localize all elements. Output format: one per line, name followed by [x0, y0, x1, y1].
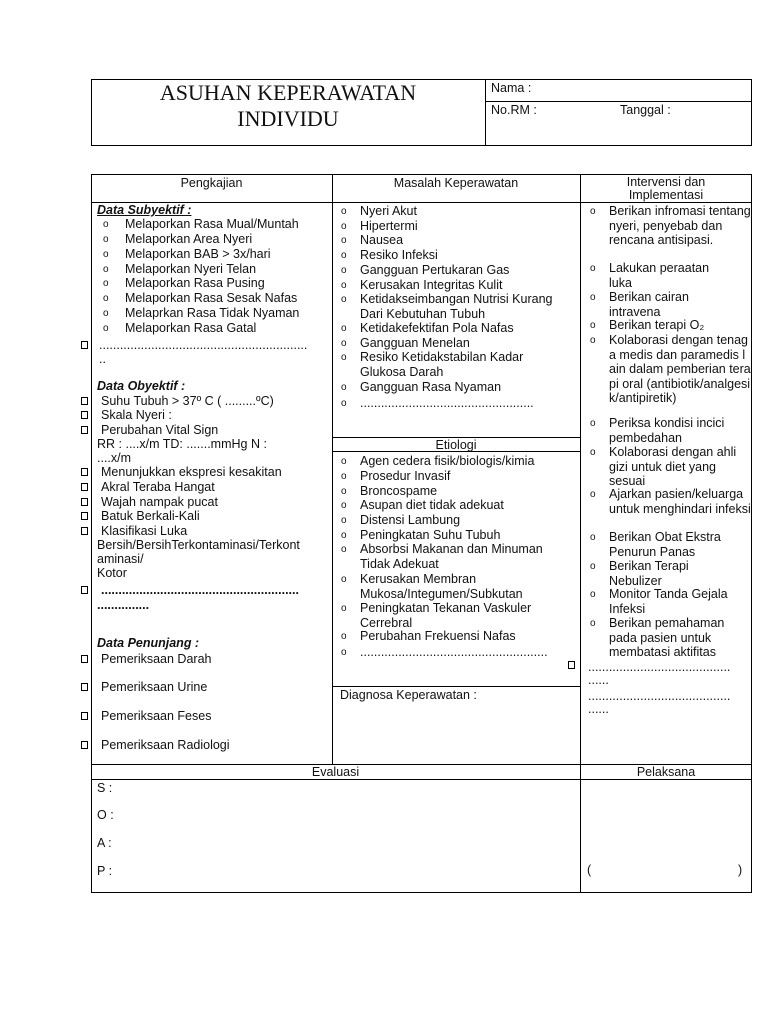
bullet-icon: o	[341, 265, 347, 276]
checkbox-icon[interactable]	[81, 512, 88, 520]
intervensi-item: Berikan pemahaman pada pasien untuk membatasi aktifitas	[609, 616, 725, 660]
intervensi-item: Lakukan peraatan luka	[609, 261, 710, 290]
subyektif-item: Melaporkan Rasa Mual/Muntah	[125, 217, 299, 231]
bullet-icon: o	[341, 250, 347, 261]
etiologi-other[interactable]: ......................................................	[360, 645, 548, 659]
bullet-icon: o	[341, 323, 347, 334]
evaluasi-title: Evaluasi	[311, 765, 360, 779]
obyektif-item: Perubahan Vital Sign	[101, 423, 219, 437]
bullet-icon: o	[590, 561, 596, 572]
bullet-icon: o	[341, 398, 347, 409]
bullet-icon: o	[103, 234, 109, 245]
bullet-icon: o	[103, 219, 109, 230]
bullet-icon: o	[103, 249, 109, 260]
intervensi-item: Ajarkan pasien/keluarga untuk menghindari infeksi	[609, 487, 751, 516]
intervensi-other-cont: ......	[588, 702, 609, 716]
etiologi-title: Etiologi	[435, 438, 477, 452]
subyektif-title: Data Subyektif :	[97, 203, 192, 217]
masalah-item: Nyeri Akut	[360, 204, 417, 218]
intervensi-item: Berikan Obat Ekstra Penurun Panas	[609, 530, 721, 559]
bullet-icon: o	[341, 500, 347, 511]
checkbox-icon[interactable]	[81, 712, 88, 720]
diagnosa-label: Diagnosa Keperawatan :	[340, 688, 477, 702]
col-divider-1	[332, 174, 333, 764]
intervensi-item: Monitor Tanda Gejala Infeksi	[609, 587, 728, 616]
intervensi-other[interactable]: .........................................	[588, 660, 731, 674]
intervensi-other-cont: ......	[588, 673, 609, 687]
masalah-item: Gangguan Rasa Nyaman	[360, 380, 502, 394]
diagnosa-line	[332, 686, 580, 687]
bullet-icon: o	[341, 631, 347, 642]
penunjang-item: Pemeriksaan Radiologi	[101, 738, 230, 752]
etiologi-item: Kerusakan Membran Mukosa/Integumen/Subkutan	[360, 572, 523, 601]
subyektif-other-cont: ..	[99, 352, 106, 366]
tanggal-field[interactable]: Tanggal :	[620, 103, 671, 117]
obyektif-item: Klasifikasi Luka	[101, 524, 188, 538]
masalah-item: Hipertermi	[360, 219, 418, 233]
checkbox-icon[interactable]	[81, 426, 88, 434]
obyektif-item: Suhu Tubuh > 37º C ( .........ºC)	[101, 394, 274, 408]
bullet-icon: o	[103, 323, 109, 334]
etiologi-item: Peningkatan Suhu Tubuh	[360, 528, 501, 542]
bullet-icon: o	[590, 292, 596, 303]
bullet-icon: o	[341, 544, 347, 555]
bullet-icon: o	[590, 589, 596, 600]
bullet-icon: o	[341, 294, 347, 305]
bullet-icon: o	[103, 264, 109, 275]
bullet-icon: o	[590, 489, 596, 500]
col-header-masalah: Masalah Keperawatan	[393, 176, 519, 190]
header-row-divider	[485, 101, 752, 102]
obyektif-item: Menunjukkan ekspresi kesakitan	[101, 465, 282, 479]
obyektif-item: Akral Teraba Hangat	[101, 480, 215, 494]
bullet-icon: o	[341, 530, 347, 541]
checkbox-icon[interactable]	[81, 341, 88, 349]
subyektif-other[interactable]: ............................................................	[99, 338, 308, 352]
evaluasi-o[interactable]: O :	[97, 808, 114, 822]
bullet-icon: o	[590, 618, 596, 629]
bullet-icon: o	[590, 263, 596, 274]
subyektif-item: Melaprkan Rasa Tidak Nyaman	[125, 306, 300, 320]
norm-field[interactable]: No.RM :	[491, 103, 537, 117]
checkbox-icon[interactable]	[81, 411, 88, 419]
bullet-icon: o	[590, 447, 596, 458]
masalah-item: Nausea	[360, 233, 404, 247]
penunjang-title: Data Penunjang :	[97, 636, 200, 650]
checkbox-icon[interactable]	[81, 527, 88, 535]
checkbox-icon[interactable]	[81, 586, 88, 594]
subyektif-item: Melaporkan Area Nyeri	[125, 232, 253, 246]
bullet-icon: o	[341, 382, 347, 393]
checkbox-icon[interactable]	[81, 468, 88, 476]
col-header-intervensi-2: Implementasi	[628, 188, 704, 202]
bullet-icon: o	[341, 206, 347, 217]
subyektif-item: Melaporkan BAB > 3x/hari	[125, 247, 271, 261]
subyektif-item: Melaporkan Rasa Gatal	[125, 321, 257, 335]
obyektif-item: Batuk Berkali-Kali	[101, 509, 200, 523]
intervensi-item: Berikan cairan intravena	[609, 290, 689, 319]
evaluasi-a[interactable]: A :	[97, 836, 112, 850]
vital-sign-line-cont: ....x/m	[97, 451, 132, 465]
masalah-other[interactable]: ..................................................	[360, 396, 534, 410]
etiologi-item: Agen cedera fisik/biologis/kimia	[360, 454, 535, 468]
bullet-icon: o	[341, 515, 347, 526]
intervensi-item: Periksa kondisi incici pembedahan	[609, 416, 725, 445]
etiologi-item: Perubahan Frekuensi Nafas	[360, 629, 516, 643]
masalah-item: Resiko Ketidakstabilan Kadar Glukosa Darah	[360, 350, 524, 379]
obyektif-item: Wajah nampak pucat	[101, 495, 218, 509]
masalah-item: Gangguan Menelan	[360, 336, 470, 350]
penunjang-item: Pemeriksaan Urine	[101, 680, 208, 694]
obyektif-other[interactable]: .........................................................	[101, 583, 299, 597]
masalah-item: Gangguan Pertukaran Gas	[360, 263, 510, 277]
bullet-icon: o	[341, 235, 347, 246]
bullet-icon: o	[103, 278, 109, 289]
bullet-icon: o	[341, 574, 347, 585]
pelaksana-open-paren: (	[587, 863, 592, 877]
checkbox-icon[interactable]	[568, 661, 575, 669]
evaluasi-p[interactable]: P :	[97, 864, 113, 878]
intervensi-item: Berikan infromasi tentang nyeri, penyebab dan rencana antisipasi.	[609, 204, 751, 248]
masalah-item: Ketidakefektifan Pola Nafas	[360, 321, 514, 335]
etiologi-item: Distensi Lambung	[360, 513, 461, 527]
subyektif-item: Melaporkan Rasa Sesak Nafas	[125, 291, 298, 305]
intervensi-item: Kolaborasi dengan ahli gizi untuk diet yang sesuai	[609, 445, 737, 489]
luka-line: Kotor	[97, 566, 127, 580]
bullet-icon: o	[341, 471, 347, 482]
etiologi-item: Prosedur Invasif	[360, 469, 451, 483]
bullet-icon: o	[590, 418, 596, 429]
bullet-icon: o	[590, 206, 596, 217]
bullet-icon: o	[341, 486, 347, 497]
col-header-pengkajian: Pengkajian	[180, 176, 243, 190]
penunjang-item: Pemeriksaan Feses	[101, 709, 212, 723]
form-title-line1: ASUHAN KEPERAWATAN	[159, 80, 417, 105]
subyektif-item: Melaporkan Nyeri Telan	[125, 262, 257, 276]
evaluasi-s[interactable]: S :	[97, 781, 113, 795]
penunjang-item: Pemeriksaan Darah	[101, 652, 212, 666]
checkbox-icon[interactable]	[81, 683, 88, 691]
checkbox-icon[interactable]	[81, 483, 88, 491]
checkbox-icon[interactable]	[81, 741, 88, 749]
luka-line: Bersih/BersihTerkontaminasi/Terkont	[97, 538, 300, 552]
bullet-icon: o	[341, 338, 347, 349]
intervensi-item: Kolaborasi dengan tenaga medis dan paramedis lain dalam pemberian terapi oral (antibiotik/analgesik/antipiretik)	[609, 333, 751, 406]
obyektif-other-cont: ...............	[97, 598, 150, 612]
bullet-icon: o	[590, 320, 596, 331]
masalah-item: Ketidakseimbangan Nutrisi Kurang Dari Kebutuhan Tubuh	[360, 292, 553, 321]
form-title-line2: INDIVIDU	[237, 106, 339, 131]
obyektif-item: Skala Nyeri :	[101, 408, 172, 422]
col-divider-2	[580, 174, 581, 893]
etiologi-item: Asupan diet tidak adekuat	[360, 498, 504, 512]
obyektif-title: Data Obyektif :	[97, 379, 186, 393]
bullet-icon: o	[341, 647, 347, 658]
pelaksana-close-paren: )	[738, 863, 743, 877]
subyektif-item: Melaporkan Rasa Pusing	[125, 276, 265, 290]
vital-sign-line: RR : ....x/m TD: .......mmHg N :	[97, 437, 267, 451]
intervensi-item: Berikan terapi O₂	[609, 318, 705, 332]
bullet-icon: o	[590, 335, 596, 346]
bullet-icon: o	[103, 293, 109, 304]
etiologi-item: Peningkatan Tekanan Vaskuler Cerrebral	[360, 601, 532, 630]
col-header-intervensi-1: Intervensi dan	[626, 175, 706, 189]
header-divider	[485, 79, 486, 146]
masalah-item: Resiko Infeksi	[360, 248, 438, 262]
intervensi-other[interactable]: .........................................	[588, 689, 731, 703]
etiologi-item: Broncospame	[360, 484, 438, 498]
masalah-item: Kerusakan Integritas Kulit	[360, 278, 503, 292]
checkbox-icon[interactable]	[81, 498, 88, 506]
bullet-icon: o	[341, 456, 347, 467]
intervensi-item: Berikan Terapi Nebulizer	[609, 559, 689, 588]
bullet-icon: o	[341, 221, 347, 232]
checkbox-icon[interactable]	[81, 655, 88, 663]
pelaksana-title: Pelaksana	[636, 765, 696, 779]
checkbox-icon[interactable]	[81, 397, 88, 405]
bullet-icon: o	[341, 352, 347, 363]
bullet-icon: o	[103, 308, 109, 319]
bullet-icon: o	[341, 603, 347, 614]
bullet-icon: o	[341, 280, 347, 291]
luka-line: aminasi/	[97, 552, 144, 566]
evaluasi-title-line	[91, 779, 752, 780]
etiologi-item: Absorbsi Makanan dan Minuman Tidak Adekuat	[360, 542, 543, 571]
bullet-icon: o	[590, 532, 596, 543]
nama-field[interactable]: Nama :	[491, 81, 532, 95]
